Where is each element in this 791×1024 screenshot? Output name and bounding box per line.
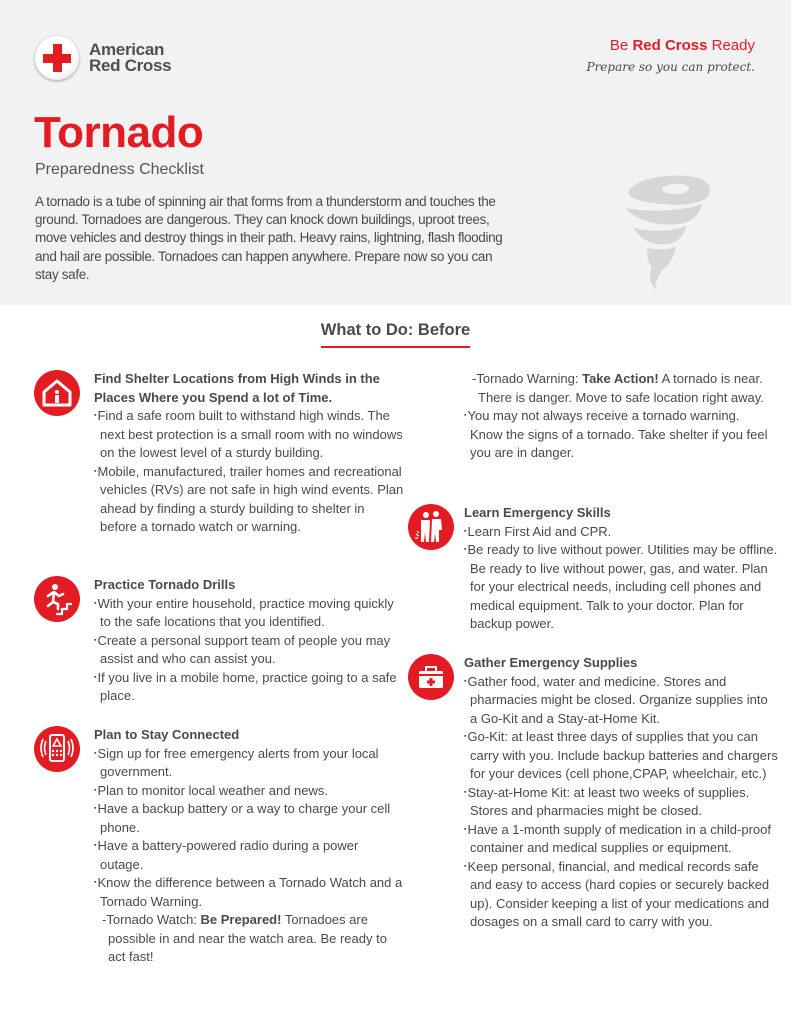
list-item: ▪ Gather food, water and medicine. Stores and pharmacies might be closed. Organize supplies into a Go-Kit and a Stay-at-Home Kit. [464,673,778,729]
watch-label: Tornado Watch: [106,912,201,927]
running-stairs-icon [34,576,80,622]
list-item: ▪ You may not always receive a tornado warning. Know the signs of a tornado. Take shelter if you feel you are in danger. [464,407,774,463]
page-title: Tornado [34,108,204,157]
list-item: ▪ Plan to monitor local weather and news. [94,782,404,801]
warning-label: Tornado Warning: [476,371,583,386]
red-cross-logo [35,36,171,80]
list-item: ▪ Know the difference between a Tornado Watch and a Tornado Warning. [94,874,404,911]
list-item: ▪ If you live in a mobile home, practice going to a safe place. [94,669,404,706]
warning-bold: Take Action! [582,371,659,386]
supplies-title: Gather Emergency Supplies [464,655,638,670]
people-helping-icon [408,504,454,550]
list-item: ▪ Create a personal support team of people you may assist and who can assist you. [94,632,404,669]
drills-title: Practice Tornado Drills [94,577,236,592]
shelter-title: Find Shelter Locations from High Winds in the Places Where you Spend a lot of Time. [94,371,380,405]
list-item: ▪ Mobile, manufactured, trailer homes and recreational vehicles (RVs) are not safe in high wind events. Plan ahead by finding a sturdy building to shelter in before a tornado watch or warning. [94,463,404,537]
list-item: ▪ Find a safe room built to withstand high winds. The next best protection is a small room with no windows on the lowest level of a sturdy building. [94,407,404,463]
list-item: ▪ Have a battery-powered radio during a power outage. [94,837,404,874]
watch-bold: Be Prepared! [200,912,282,927]
tagline-bold: Red Cross [632,37,708,54]
tagline-main [587,37,756,54]
list-item: ▪ Keep personal, financial, and medical records safe and easy to access (hard copies or securely backed up). Consider keeping a list of your medications and dosages on a small card to carry with you. [464,858,778,932]
skills-title: Learn Emergency Skills [464,505,611,520]
section-title-text: What to Do: Before [321,321,470,348]
tagline [587,37,756,74]
tagline-prefix: Be [609,37,633,54]
first-aid-kit-icon [408,654,454,700]
list-item: ▪ Have a backup battery or a way to charge your cell phone. [94,800,404,837]
list-item: ▪ Go-Kit: at least three days of supplies that you can carry with you. Include backup batteries and chargers for your devices (cell phone,CPAP, wheelchair, etc.) [464,728,778,784]
tornado-icon [622,170,712,290]
list-item: ▪ Be ready to live without power. Utilities may be offline. Be ready to live without power, gas, and water. Plan for your electrical needs, including cell phones and medical equipment. Talk to your doctor. Plan for backup power. [464,541,778,634]
section-title [0,321,791,348]
page-subtitle: Preparedness Checklist [35,161,204,178]
logo-line-1: American [89,40,165,59]
logo-text [89,42,171,74]
intro-paragraph: A tornado is a tube of spinning air that forms from a thunderstorm and touches the ground. Tornadoes are dangerous. They can knock down buildings, uproot trees, move vehicles and destroy things in their path. Heavy rains, lightning, flash flooding and hail are possible. Tornadoes can happen anywhere. Prepare now so you can stay safe. [35,194,503,282]
connected-title: Plan to Stay Connected [94,727,240,742]
tornado-watch-item: -Tornado Watch: Be Prepared! Tornadoes are possible in and near the watch area. Be ready to act fast! [102,912,387,964]
list-item: ▪ Sign up for free emergency alerts from your local government. [94,745,404,782]
house-shelter-icon [34,370,80,416]
list-item: ▪ With your entire household, practice moving quickly to the safe locations that you identified. [94,595,404,632]
warning-text: A tornado is near. There is danger. Move to safe location right away. [478,371,764,405]
list-item: ▪ Stay-at-Home Kit: at least two weeks of supplies. Stores and pharmacies might be closed. [464,784,778,821]
connected-continued [464,370,774,463]
watch-text: Tornadoes are possible in and near the watch area. Be ready to act fast! [108,912,387,964]
list-item: ▪ Learn First Aid and CPR. [464,523,778,542]
tagline-suffix: Ready [707,37,755,54]
phone-alert-icon [34,726,80,772]
tagline-sub: Prepare so you can protect. [586,60,755,74]
tornado-warning-item: -Tornado Warning: Take Action! A tornado is near. There is danger. Move to safe location right away. [472,371,764,405]
red-cross-icon [35,36,79,80]
header-band [0,0,791,305]
logo-line-2: Red Cross [89,56,172,75]
list-item: ▪ Have a 1-month supply of medication in a child-proof container and medical supplies or equipment. [464,821,778,858]
